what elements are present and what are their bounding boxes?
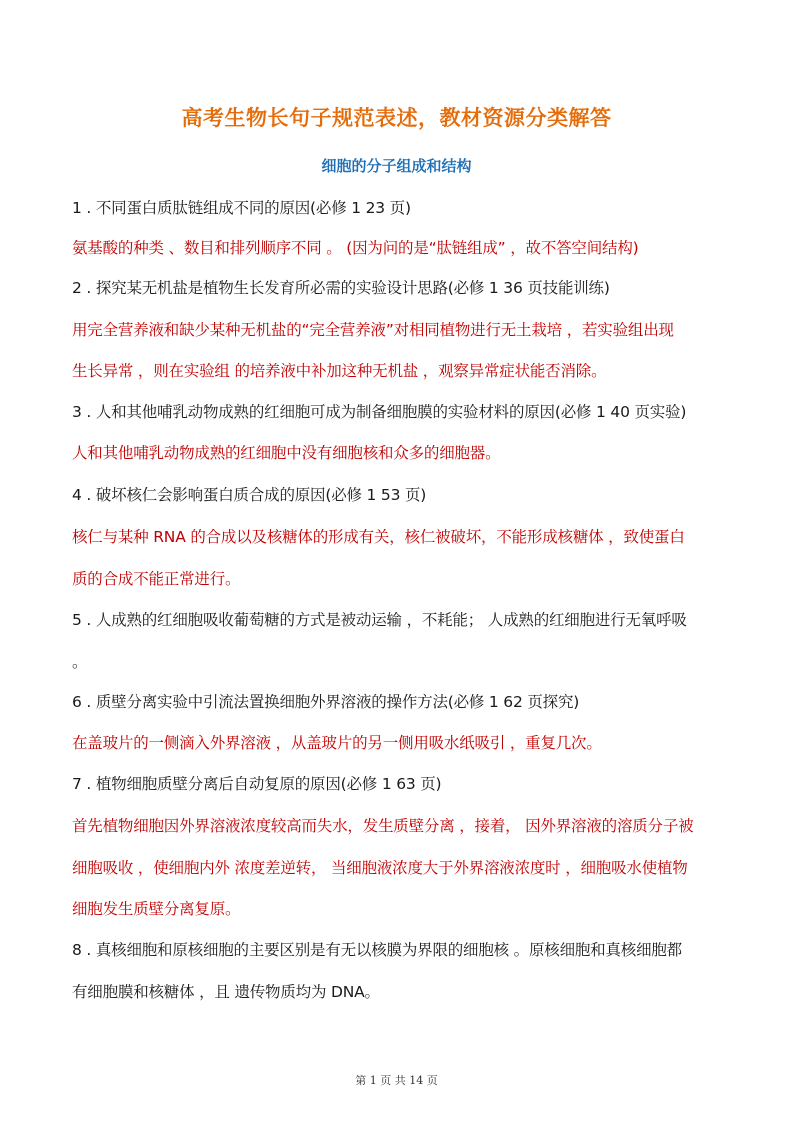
question-line: 3 . 人和其他哺乳动物成熟的红细胞可成为制备细胞膜的实验材料的原因(必修 1 40 页实验) bbox=[72, 403, 687, 421]
answer-line: 质的合成不能正常进行。 bbox=[72, 570, 241, 588]
question-line: 1 . 不同蛋白质肽链组成不同的原因(必修 1 23 页) bbox=[72, 199, 411, 217]
question-line: 7 . 植物细胞质壁分离后自动复原的原因(必修 1 63 页) bbox=[72, 775, 442, 793]
answer-line: 氨基酸的种类 、数目和排列顺序不同 。 (因为问的是“肽链组成” ，故不答空间结构) bbox=[72, 239, 639, 257]
document-title: 高考生物长句子规范表述，教材资源分类解答 bbox=[181, 106, 612, 130]
page-footer: 第 1 页 共 14 页 bbox=[355, 1074, 438, 1087]
question-line: 5 . 人成熟的红细胞吸收葡萄糖的方式是被动运输 ，不耗能； 人成熟的红细胞进行无氧呼吸 bbox=[72, 611, 687, 629]
question-line: 有细胞膜和核糖体 ，且 遗传物质均为 DNA。 bbox=[72, 983, 380, 1001]
section-heading: 细胞的分子组成和结构 bbox=[321, 157, 472, 175]
answer-line: 核仁与某种 RNA 的合成以及核糖体的形成有关，核仁被破坏，不能形成核糖体 ，致使蛋白 bbox=[72, 528, 685, 546]
question-line: 2 . 探究某无机盐是植物生长发育所必需的实验设计思路(必修 1 36 页技能训练) bbox=[72, 279, 610, 297]
question-line: 4 . 破坏核仁会影响蛋白质合成的原因(必修 1 53 页) bbox=[72, 486, 427, 504]
question-line: 。 bbox=[72, 653, 88, 671]
answer-line: 细胞发生质壁分离复原。 bbox=[72, 900, 241, 918]
answer-line: 生长异常 ，则在实验组 的培养液中补加这种无机盐 ，观察异常症状能否消除。 bbox=[72, 362, 607, 380]
answer-line: 在盖玻片的一侧滴入外界溶液 ，从盖玻片的另一侧用吸水纸吸引 ，重复几次。 bbox=[72, 734, 602, 752]
answer-line: 细胞吸收 ，使细胞内外 浓度差逆转， 当细胞液浓度大于外界溶液浓度时 ，细胞吸水使植物 bbox=[72, 859, 688, 877]
answer-line: 用完全营养液和缺少某种无机盐的“完全营养液”对相同植物进行无土栽培 ，若实验组出现 bbox=[72, 321, 674, 339]
answer-line: 首先植物细胞因外界溶液浓度较高而失水，发生质壁分离 ，接着， 因外界溶液的溶质分子被 bbox=[72, 817, 694, 835]
answer-line: 人和其他哺乳动物成熟的红细胞中没有细胞核和众多的细胞器。 bbox=[72, 444, 501, 462]
question-line: 6 . 质壁分离实验中引流法置换细胞外界溶液的操作方法(必修 1 62 页探究) bbox=[72, 693, 580, 711]
question-line: 8 . 真核细胞和原核细胞的主要区别是有无以核膜为界限的细胞核 。原核细胞和真核细胞都 bbox=[72, 941, 682, 959]
